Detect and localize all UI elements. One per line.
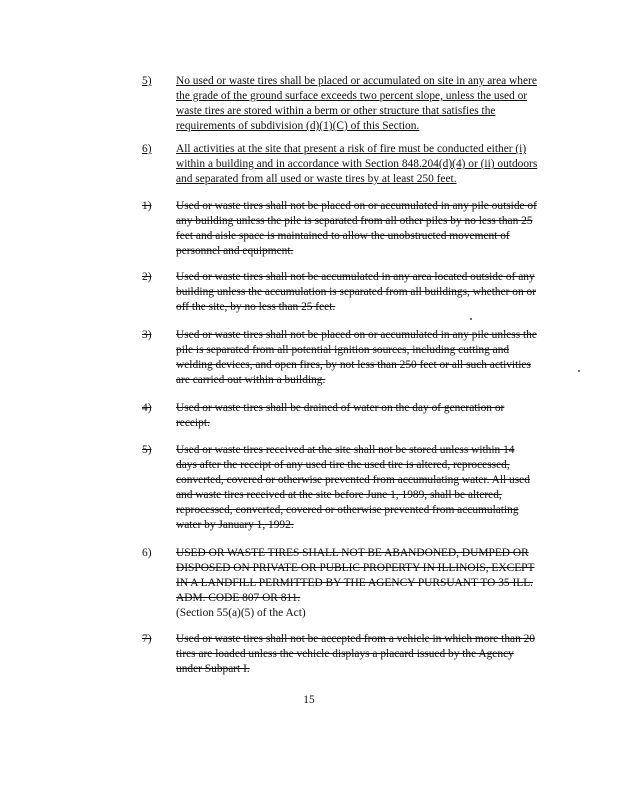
- page-number: 15: [303, 694, 315, 706]
- item-text: No used or waste tires shall be placed or accumulated on site in any area where the grade of the ground surface exceeds two percent slope, unless the used or waste tires are stored within a berm or other structure that satisfies the requirements of subdivision (d)(1)(C) of this Section.: [176, 75, 537, 132]
- item-number: 4): [142, 402, 152, 414]
- item-text: Used or waste tires received at the site shall not be stored unless within 14 days after the receipt of any used tire the used tire is altered, reprocessed, converted, covered or otherwise prevented from accumulating water. All used and waste tires received at the site before June 1, 1989, shall be altered, reprocessed, converted, covered or otherwise prevented from accumulating water by January 1, 1992.: [176, 444, 530, 531]
- item-citation: (Section 55(a)(5) of the Act): [176, 607, 306, 619]
- item-text: Used or waste tires shall not be accumulated in any area located outside of any building unless the accumulation is separated from all buildings, whether on or off the site, by no less than 25 feet.: [176, 271, 536, 313]
- item-text: All activities at the site that present a risk of fire must be conducted either (i) within a building and in accordance with Section 848.204(d)(4) or (ii) outdoors and separated from all used or waste tires by at least 250 feet.: [176, 143, 538, 185]
- item-number: 5): [142, 444, 152, 456]
- item-number: 5): [142, 75, 152, 87]
- item-number: 1): [142, 200, 152, 212]
- item-text: Used or waste tires shall not be placed on or accumulated in any pile unless the pile is separated from all potential ignition sources, including cutting and welding devices, and open fires, by not less than 250 feet or all such activities are carried out within a building.: [176, 329, 537, 386]
- item-text: Used or waste tires shall be drained of water on the day of generation or receipt.: [176, 402, 505, 429]
- item-text: Used or waste tires shall not be placed on or accumulated in any pile outside of any building unless the pile is separated from all other piles by no less than 25 feet and aisle space is maintained to allow the unobstructed movement of personnel and equipment.: [176, 200, 537, 257]
- item-text: Used or waste tires shall not be accepted from a vehicle in which more than 20 tires are loaded unless the vehicle displays a placard issued by the Agency under Subpart I.: [176, 633, 535, 675]
- item-number: 7): [142, 633, 152, 645]
- scan-speck: [578, 370, 580, 372]
- item-number: 6): [142, 143, 152, 155]
- item-number: 3): [142, 329, 152, 341]
- scan-speck: [470, 318, 472, 320]
- item-number: 2): [142, 271, 152, 283]
- item-text: USED OR WASTE TIRES SHALL NOT BE ABANDONED, DUMPED OR DISPOSED ON PRIVATE OR PUBLIC PROPERTY IN ILLINOIS, EXCEPT IN A LANDFILL PERMITTED BY THE AGENCY PURSUANT TO 35 ILL. ADM. CODE 807 OR 811.: [176, 547, 535, 604]
- item-number: 6): [142, 547, 152, 559]
